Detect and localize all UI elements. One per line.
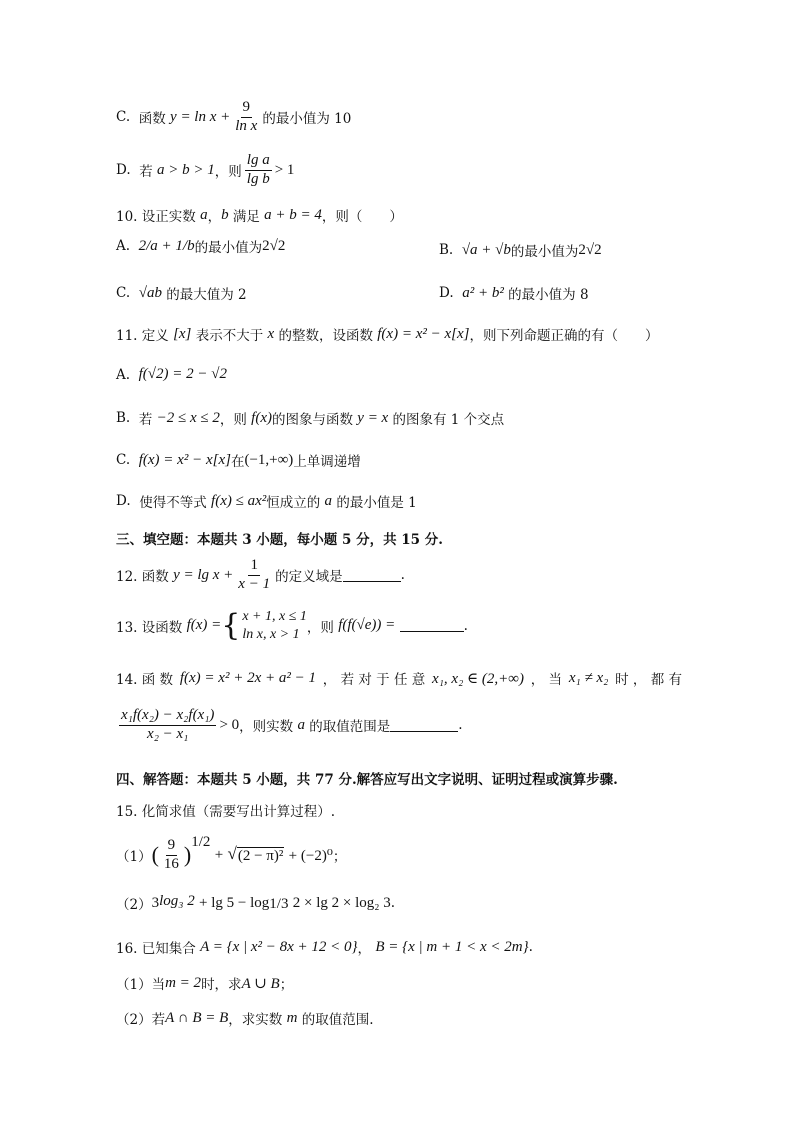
q10-option-d: D. a² + b² 的最小值为 8 (439, 284, 589, 303)
q9c-expression: y = ln x + (170, 108, 231, 125)
q10a-expression: 2/a + 1/b (138, 237, 195, 254)
q15-part-2: （2） 3 log₃ 2 + lg 5 − log 1/3 2 × lg 2 × log₂ 3 . (116, 893, 396, 913)
q10-option-c: C. √ab 的最大值为 2 (116, 284, 247, 303)
q13: 13. 设函数 f(x) = { x + 1, x ≤ 1 ln x, x > 1 ，则 f(f(√e)) = . (116, 607, 468, 643)
q12: 12. 函数 y = lg x + $\frac{1}{x - 1}$ 的定义域是 . (116, 557, 405, 592)
q14-line-1: 14. 函 数 f(x) = x² + 2x + a² − 1 ， 若 对 于 任 意 x₁, x₂ ∈ (2,+∞) ， 当 x₁ ≠ x₂ 时 ， 都 有 (116, 669, 682, 688)
section-3-heading: 三、填空题：本题共 3 小题，每小题 5 分，共 15 分. (116, 532, 443, 548)
q9-option-c: C. 函数 y = ln x + $\frac{9}{\text{ln x}}$ 的最小值为 10 (116, 99, 352, 134)
q15-part-1: （1） ( $\frac{9}{16}$ ) 1/2 + √ (2 − π)² + (−2)⁰ ； (116, 834, 347, 872)
q9-option-d: D. 若 a > b > 1 ，则 $\frac{\text{lg a}}{\text{lg b}}$ > 1 (116, 152, 295, 187)
q14-answer-blank[interactable] (390, 719, 458, 732)
q15p1-fraction: $\frac{9}{16}$ (163, 837, 179, 872)
q10-stem: 10. 设正实数 a ， b 满足 a + b = 4 ，则（ ） (116, 206, 403, 225)
q14-fraction: $\frac{\text{x₁f(x₂) − x₂f(x₁)}}{\text{x₂ − x₁}}$ (121, 707, 215, 742)
q16-part-2: （2）若 A ∩ B = B ，求实数 m 的取值范围. (116, 1009, 374, 1028)
q12-fraction: $\frac{1}{x - 1}$ (238, 557, 271, 592)
q11-option-b: B. 若 −2 ≤ x ≤ 2 ，则 f(x) 的图象与函数 y = x 的图象有 1 个交点 (116, 409, 505, 428)
q14-line-2: $\frac{\text{x₁f(x₂) − x₂f(x₁)}}{\text{x₂ − x₁}}$ > 0 ，则实数 a 的取值范围是 . (121, 707, 463, 742)
q11-option-a: A. f(√2) = 2 − √2 (116, 366, 228, 383)
q10-option-b: B. √a + √b 的最小值为 2√2 (439, 241, 602, 260)
q9c-fraction: $\frac{9}{\text{ln x}}$ (235, 99, 258, 134)
left-brace-icon: { (221, 607, 241, 643)
q9d-fraction: $\frac{\text{lg a}}{\text{lg b}}$ (246, 152, 270, 187)
q11-option-d: D. 使得不等式 f(x) ≤ ax² 恒成立的 a 的最小值是 1 (116, 492, 417, 511)
q13-answer-blank[interactable] (400, 619, 464, 632)
q11-stem: 11. 定义 [x] 表示不大于 x 的整数，设函数 f(x) = x² − x[x] ，则下列命题正确的有（ ） (116, 325, 659, 344)
q15p1-radical: √ (2 − π)² (227, 844, 284, 865)
section-4-heading: 四、解答题：本题共 5 小题，共 77 分.解答应写出文字说明、证明过程或演算步骤. (116, 772, 618, 788)
q15-stem: 15. 化简求值（需要写出计算过程）. (116, 804, 336, 820)
q13-cases: x + 1, x ≤ 1 ln x, x > 1 (242, 609, 307, 642)
q12-answer-blank[interactable] (343, 569, 401, 582)
q16-stem: 16. 已知集合 A = {x | x² − 8x + 12 < 0} ， B = {x | m + 1 < x < 2m} . (116, 938, 533, 957)
q11-option-c: C. f(x) = x² − x[x] 在 (−1,+∞) 上单调递增 (116, 451, 361, 470)
q10-option-a: A. 2/a + 1/b 的最小值为 2√2 (116, 237, 286, 256)
q16-part-1: （1）当 m = 2 时，求 A ∪ B ； (116, 974, 294, 993)
